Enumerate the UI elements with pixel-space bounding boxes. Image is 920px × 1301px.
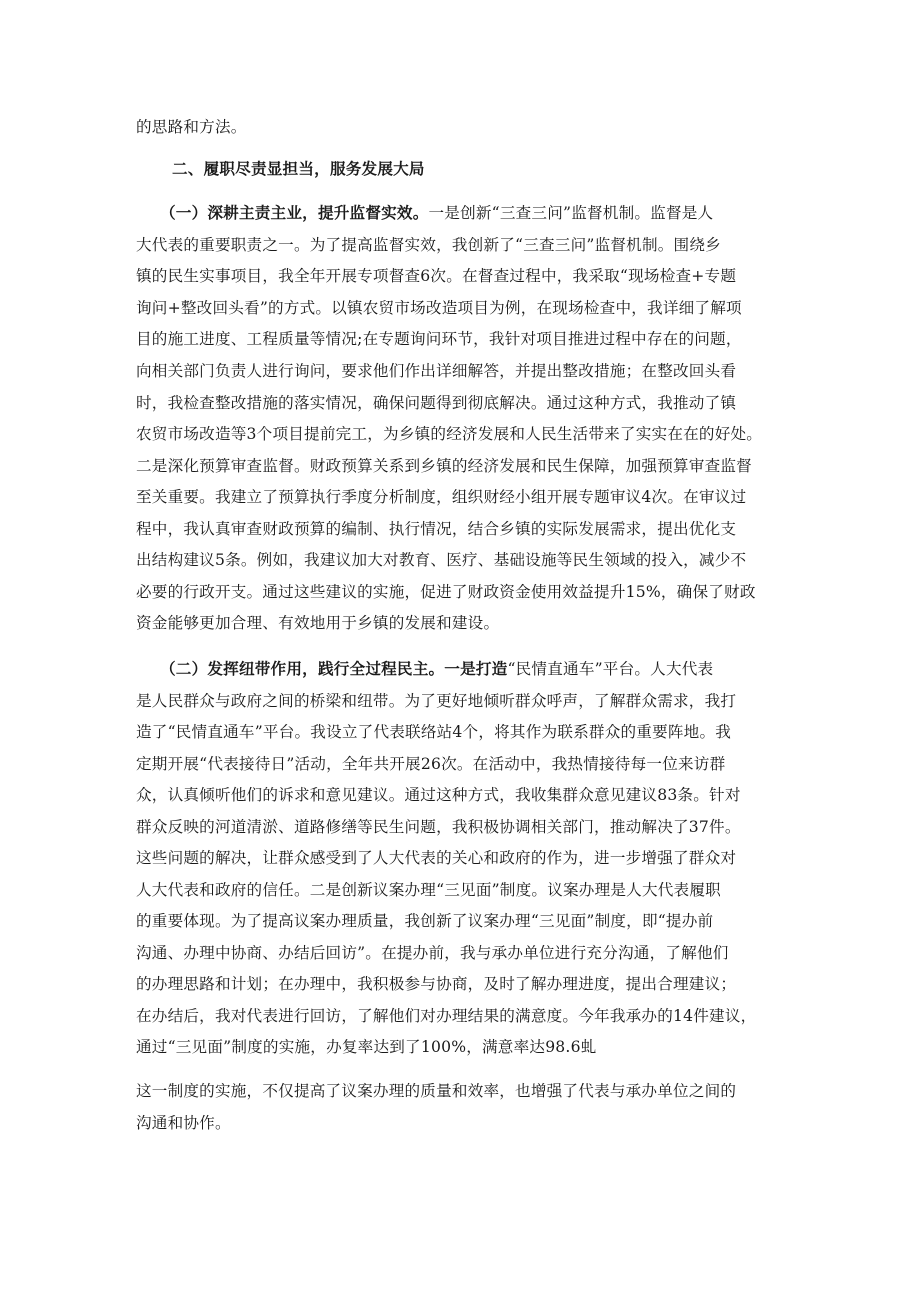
section1-line-0: 一是创新“三查三问”监督机制。监督是人 [428, 204, 714, 222]
section1-first-line [160, 203, 713, 223]
section1-line: 大代表的重要职责之一。为了提高监督实效，我创新了“三查三问”监督机制。围绕乡 [136, 236, 721, 254]
section1-line: 目的施工进度、工程质量等情况;在专题询问环节，我针对项目推进过程中存在的问题， [136, 330, 742, 348]
section-heading: 二、履职尽责显担当，服务发展大局 [172, 159, 425, 178]
section1-line: 资金能够更加合理、有效地用于乡镇的发展和建设。 [136, 614, 500, 632]
section1-line: 二是深化预算审查监督。财政预算关系到乡镇的经济发展和民生保障，加强预算审查监督 [136, 457, 752, 475]
section1-line: 询问+整改回头看”的方式。以镇农贸市场改造项目为例，在现场检查中，我详细了解项 [136, 299, 742, 317]
section2-line: 的办理思路和计划；在办理中，我积极参与协商，及时了解办理进度，提出合理建议； [136, 975, 737, 993]
section2-line: 群众反映的河道清淤、道路修缮等民生问题，我积极协调相关部门，推动解决了37件。 [136, 818, 741, 836]
section1-line: 必要的行政开支。通过这些建议的实施，促进了财政资金使用效益提升15%，确保了财政 [136, 583, 756, 601]
closing-line: 沟通和协作。 [136, 1114, 231, 1132]
section2-line: 通过“三见面”制度的实施，办复率达到了100%，满意率达98.6虬 [136, 1038, 597, 1056]
section2-line: 这些问题的解决，让群众感受到了人大代表的关心和政府的作为，进一步增强了群众对 [136, 849, 737, 867]
intro-line: 的思路和方法。 [136, 118, 247, 136]
section1-line: 时，我检查整改措施的落实情况，确保问题得到彻底解决。通过这种方式，我推动了镇 [136, 394, 737, 412]
section2-first-tail: “民情直通车”平台。人大代表 [507, 660, 714, 678]
section1-line: 镇的民生实事项目，我全年开展专项督查6次。在督查过程中，我采取“现场检查+专题 [136, 267, 737, 285]
section1-line: 农贸市场改造等3个项目提前完工，为乡镇的经济发展和人民生活带来了实实在在的好处。 [136, 425, 763, 443]
section1-line: 程中，我认真审查财政预算的编制、执行情况，结合乡镇的实际发展需求，提出优化支 [136, 520, 737, 538]
section2-line: 的重要体现。为了提高议案办理质量，我创新了议案办理“三见面”制度，即“提办前 [136, 912, 714, 930]
section2-line: 人大代表和政府的信任。二是创新议案办理“三见面”制度。议案办理是人大代表履职 [136, 881, 721, 899]
section1-line: 出结构建议5条。例如，我建议加大对教育、医疗、基础设施等民生领域的投入，减少不 [136, 551, 747, 569]
section2-line: 是人民群众与政府之间的桥梁和纽带。为了更好地倾听群众呼声，了解群众需求，我打 [136, 692, 737, 710]
section2-line: 在办结后，我对代表进行回访，了解他们对办理结果的满意度。今年我承办的14件建议， [136, 1007, 757, 1025]
section2-subheading: （二）发挥纽带作用，践行全过程民主。一是打造 [160, 659, 508, 678]
closing-line: 这一制度的实施，不仅提高了议案办理的质量和效率，也增强了代表与承办单位之间的 [136, 1082, 737, 1100]
section1-line: 至关重要。我建立了预算执行季度分析制度，组织财经小组开展专题审议4次。在审议过 [136, 488, 747, 506]
section2-line: 沟通、办理中协商、办结后回访”。在提办前，我与承办单位进行充分沟通，了解他们 [136, 944, 729, 962]
section1-line: 向相关部门负责人进行询问，要求他们作出详细解答，并提出整改措施；在整改回头看 [136, 362, 737, 380]
section2-line: 众，认真倾听他们的诉求和意见建议。通过这种方式，我收集群众意见建议83条。针对 [136, 786, 741, 804]
section2-line: 造了“民情直通车”平台。我设立了代表联络站4个，将其作为联系群众的重要阵地。我 [136, 723, 732, 741]
section1-subheading: （一）深耕主责主业，提升监督实效。 [160, 203, 429, 222]
section2-first-line [160, 659, 713, 679]
section2-line: 定期开展“代表接待日”活动，全年共开展26次。在活动中，我热情接待每一位来访群 [136, 755, 726, 773]
